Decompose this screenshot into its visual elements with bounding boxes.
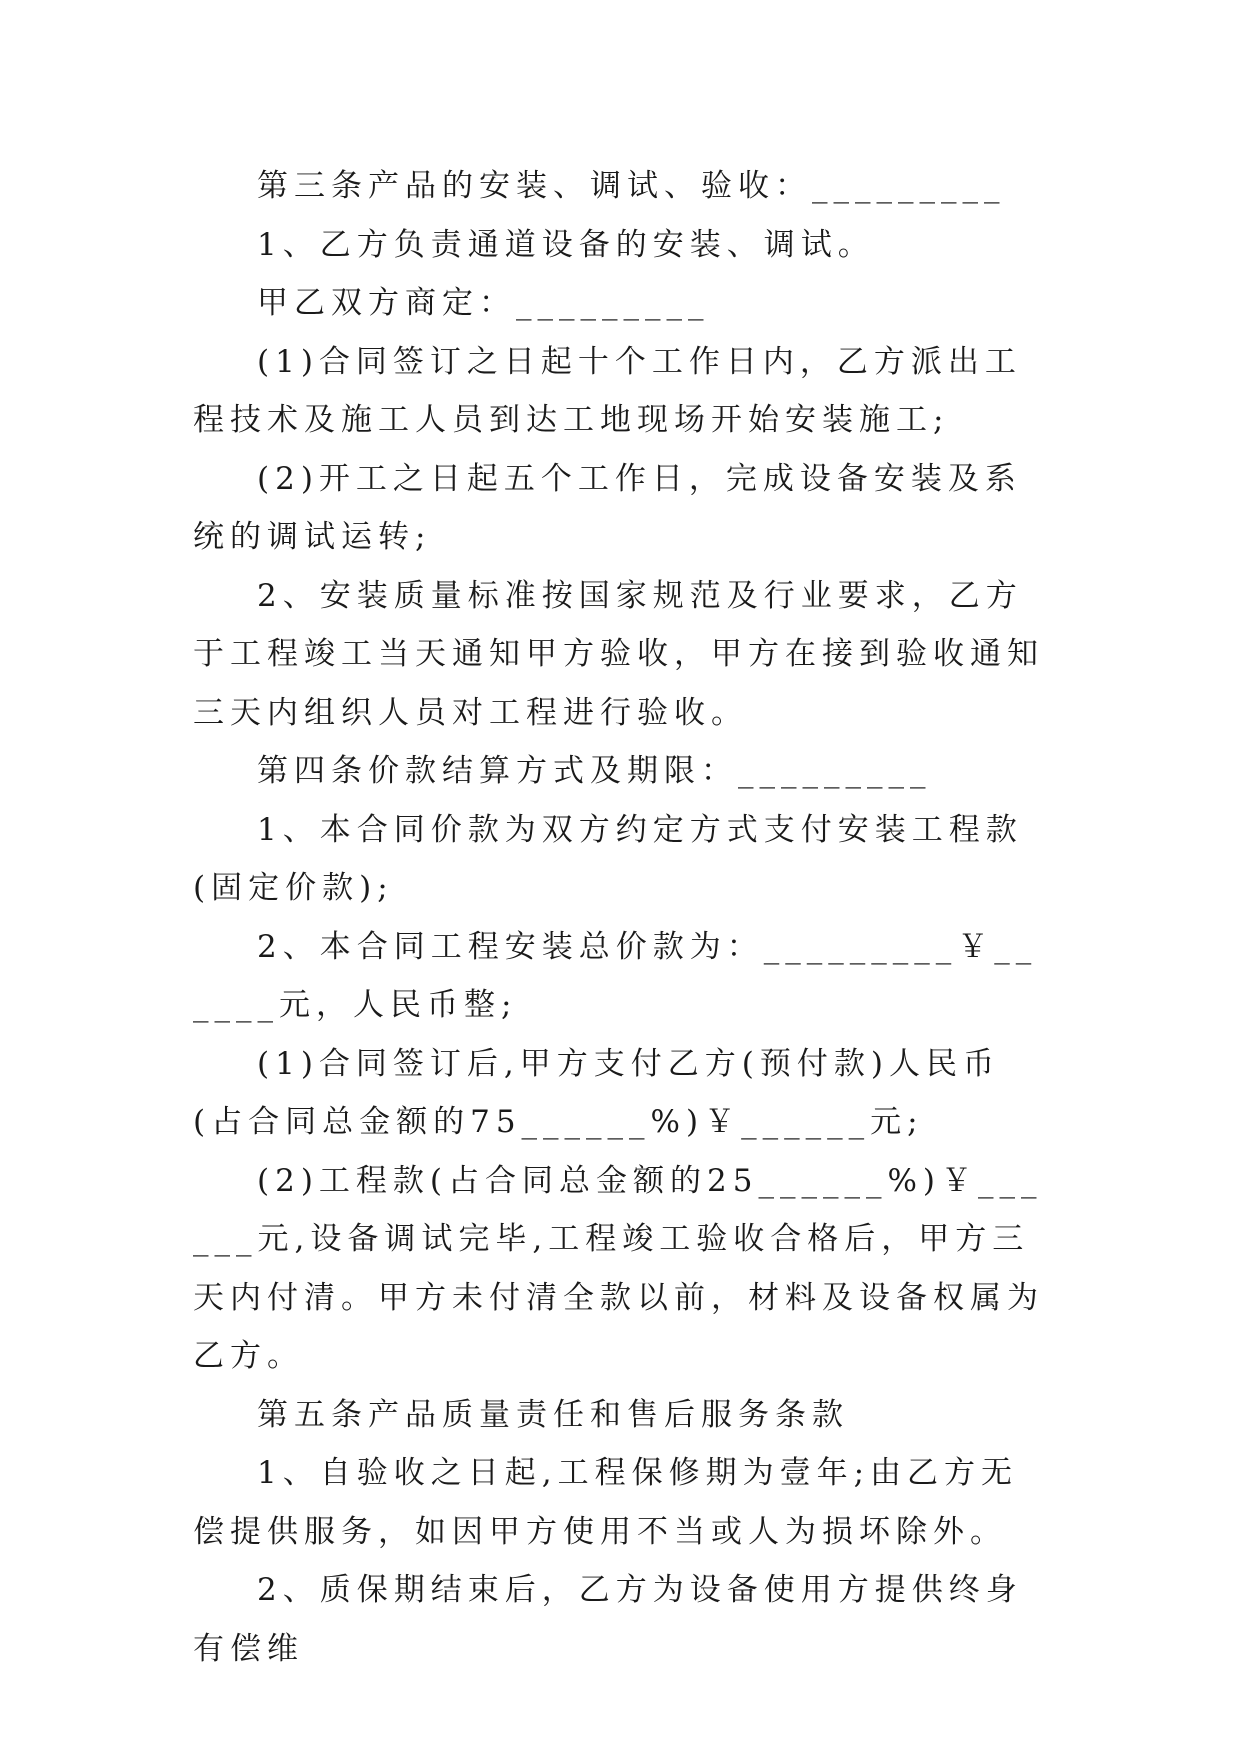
paragraph: 2、本合同工程安装总价款为：_________￥______元，人民币整; (193, 928, 1038, 1023)
paragraph: 1、本合同价款为双方约定方式支付安装工程款(固定价款); (193, 811, 1023, 906)
paragraph: (1)合同签订之日起十个工作日内，乙方派出工程技术及施工人员到达工地现场开始安装施工; (193, 343, 1022, 438)
document-body (193, 157, 1053, 1678)
paragraph: 2、安装质量标准按国家规范及行业要求，乙方于工程竣工当天通知甲方验收，甲方在接到验收通知三天内组织人员对工程进行验收。 (193, 577, 1044, 731)
article-4-heading: 第四条价款结算方式及期限：_________ (257, 753, 932, 789)
paragraph: 1、乙方负责通道设备的安装、调试。 (257, 226, 875, 263)
article-5-heading: 第五条产品质量责任和售后服务条款 (257, 1396, 849, 1433)
paragraph: (2)工程款(占合同总金额的25______%)￥______元,设备调试完毕,工程竣工验收合格后，甲方三天内付清。甲方未付清全款以前，材料及设备权属为乙方。 (193, 1162, 1044, 1374)
paragraph: 2、质保期结束后，乙方为设备使用方提供终身有偿维 (193, 1572, 1023, 1667)
article-3-heading: 第三条产品的安装、调试、验收：_________ (257, 168, 1006, 204)
paragraph: 1、自验收之日起,工程保修期为壹年;由乙方无偿提供服务，如因甲方使用不当或人为损坏除外。 (193, 1455, 1019, 1550)
paragraph: (2)开工之日起五个工作日，完成设备安装及系统的调试运转; (193, 460, 1022, 555)
paragraph: 甲乙双方商定：_________ (257, 285, 710, 321)
paragraph: (1)合同签订后,甲方支付乙方(预付款)人民币(占合同总金额的75______%)￥______元; (193, 1045, 1000, 1140)
